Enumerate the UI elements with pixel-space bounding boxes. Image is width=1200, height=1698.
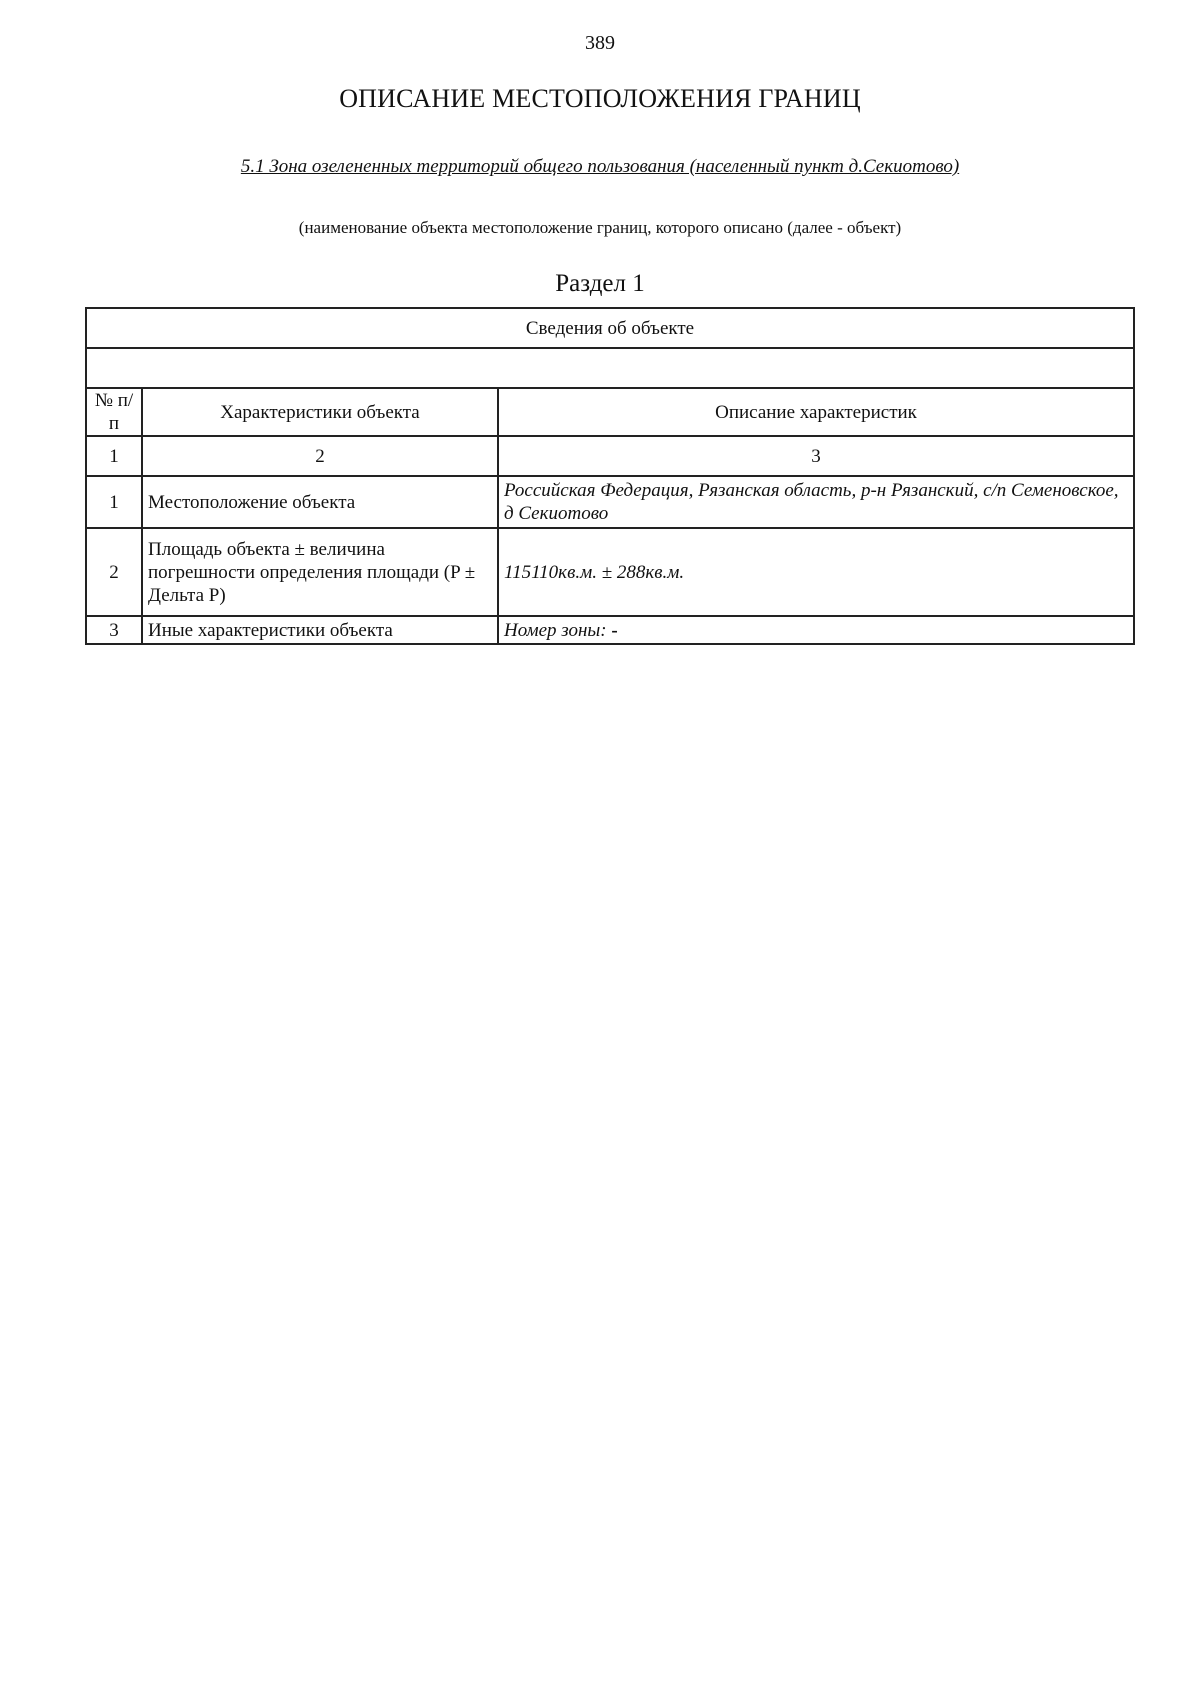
row-number: 2	[86, 528, 142, 616]
column-header-description: Описание характеристик	[498, 388, 1134, 436]
object-name: 5.1 Зона озелененных территорий общего пользования (населенный пункт д.Секиотово)	[240, 156, 960, 177]
object-caption: (наименование объекта местоположение границ, которого описано (далее - объект)	[298, 218, 902, 237]
row-number: 3	[86, 616, 142, 644]
row-description: 115110кв.м. ± 288кв.м.	[498, 528, 1134, 616]
column-number: 2	[142, 436, 498, 476]
column-number: 1	[86, 436, 142, 476]
row-characteristic: Местоположение объекта	[142, 476, 498, 528]
zone-number-value: -	[606, 619, 618, 641]
table-row	[86, 528, 1134, 616]
row-characteristic: Иные характеристики объекта	[142, 616, 498, 644]
object-info-table	[85, 307, 1135, 645]
table-header-row	[86, 308, 1134, 348]
row-description	[498, 616, 1134, 644]
document-title: ОПИСАНИЕ МЕСТОПОЛОЖЕНИЯ ГРАНИЦ	[339, 84, 861, 113]
row-description: Российская Федерация, Рязанская область, р-н Рязанский, с/п Семеновское, д Секиотово	[498, 476, 1134, 528]
column-number-row	[86, 436, 1134, 476]
table-row	[86, 616, 1134, 644]
table-header: Сведения об объекте	[86, 308, 1134, 348]
column-number: 3	[498, 436, 1134, 476]
column-header-characteristic: Характеристики объекта	[142, 388, 498, 436]
table-blank-row	[86, 348, 1134, 388]
page-number: 389	[585, 32, 615, 54]
column-header-number: № п/п	[86, 388, 142, 436]
section-title: Раздел 1	[555, 270, 645, 297]
table-row	[86, 476, 1134, 528]
zone-number-label: Номер зоны:	[504, 619, 607, 641]
row-characteristic: Площадь объекта ± величина погрешности определения площади (P ± Дельта P)	[142, 528, 498, 616]
column-header-row	[86, 388, 1134, 436]
blank-cell	[86, 348, 1134, 388]
row-number: 1	[86, 476, 142, 528]
